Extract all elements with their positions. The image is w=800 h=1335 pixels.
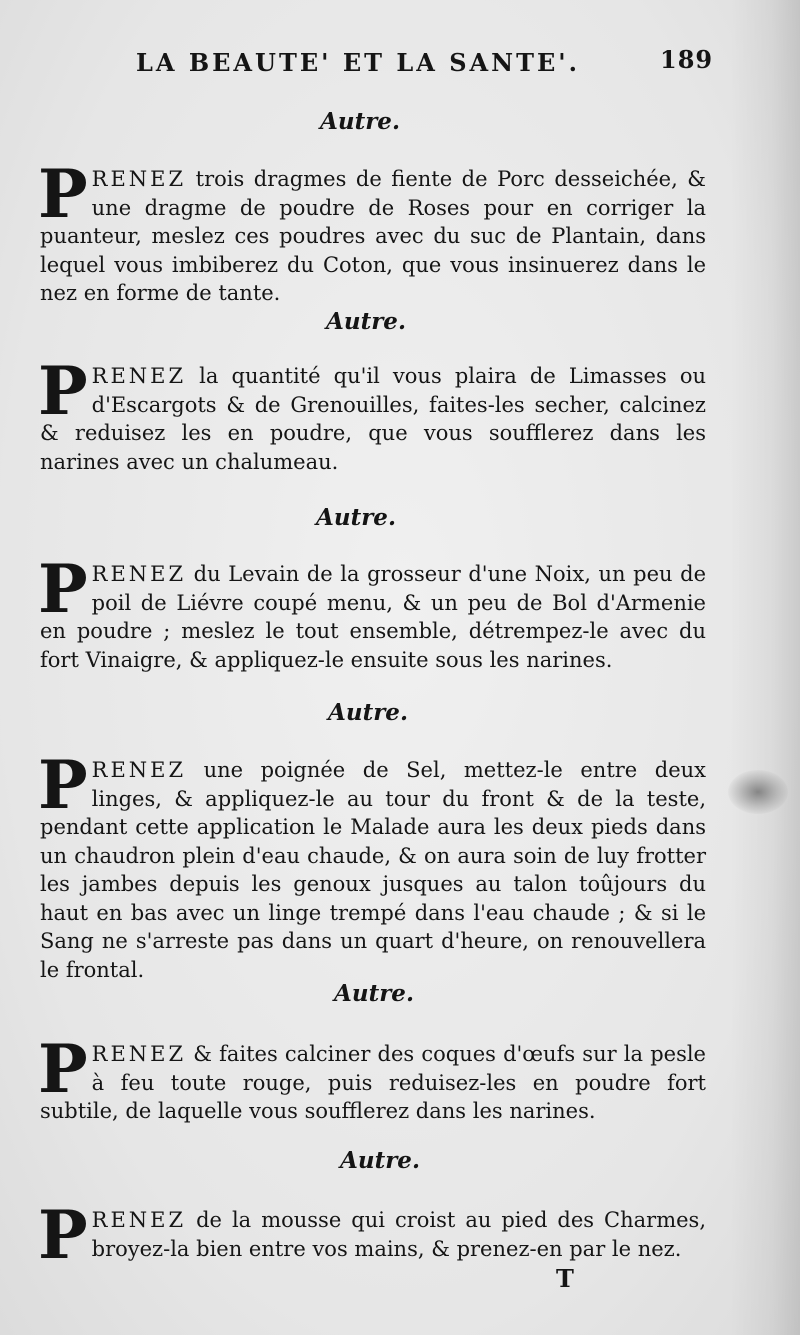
lead-word: RENEZ [91,758,187,782]
section-heading: Autre. [316,504,396,531]
recipe-paragraph [38,550,706,674]
recipe-paragraph [38,155,706,308]
drop-cap: P [38,550,88,628]
section-heading: Autre. [328,699,408,726]
recipe-paragraph [38,1196,706,1274]
lead-word: RENEZ [91,1042,187,1066]
ink-smudge [728,770,788,814]
recipe-paragraph [38,746,706,984]
drop-cap: P [38,746,88,824]
section-heading: Autre. [320,108,400,135]
page-number: 189 [660,45,714,74]
recipe-paragraph [38,1030,706,1126]
catchword: T [556,1264,574,1293]
running-title: LA BEAUTE' ET LA SANTE'. [136,48,580,77]
paragraph-text: trois dragmes de fiente de Porc desseichée, & une dragme de poudre de Roses pour en corriger la puanteur, meslez ces poudres avec du suc de Plantain, dans lequel vous imbiberez du Coton, que vous insinuerez dans le nez en forme de tante. [40,167,706,305]
lead-word: RENEZ [91,167,187,191]
section-heading: Autre. [340,1147,420,1174]
drop-cap: P [38,1030,88,1108]
gutter-shadow [730,0,800,1335]
lead-word: RENEZ [91,364,187,388]
paragraph-text: une poignée de Sel, mettez-le entre deux linges, & appliquez-le au tour du front & de la teste, pendant cette application le Malade aura les deux pieds dans un chaudron plein d'eau chaude, & on aura soin de luy frotter les jambes depuis les genoux jusques au talon toûjours du haut en bas avec un linge trempé dans l'eau chaude ; & si le Sang ne s'arreste pas dans un quart d'heure, on renouvellera le frontal. [40,758,706,982]
recipe-paragraph [38,352,706,476]
lead-word: RENEZ [91,1208,187,1232]
section-heading: Autre. [334,980,414,1007]
lead-word: RENEZ [91,562,187,586]
drop-cap: P [38,352,88,430]
paragraph-text: la quantité qu'il vous plaira de Limasses ou d'Escargots & de Grenouilles, faites-les secher, calcinez & reduisez les en poudre, que vous soufflerez dans les narines avec un chalumeau. [40,364,706,474]
paragraph-text: de la mousse qui croist au pied des Charmes, broyez-la bien entre vos mains, & prenez-en par le nez. [91,1208,706,1261]
section-heading: Autre. [326,308,406,335]
paragraph-text: & faites calciner des coques d'œufs sur la pesle à feu toute rouge, puis reduisez-les en poudre fort subtile, de laquelle vous soufflerez dans les narines. [40,1042,706,1123]
drop-cap: P [38,155,88,233]
drop-cap: P [38,1196,88,1274]
paragraph-text: du Levain de la grosseur d'une Noix, un peu de poil de Liévre coupé menu, & un peu de Bol d'Armenie en poudre ; meslez le tout ensemble, détrempez-le avec du fort Vinaigre, & appliquez-le ensuite sous les narines. [40,562,706,672]
